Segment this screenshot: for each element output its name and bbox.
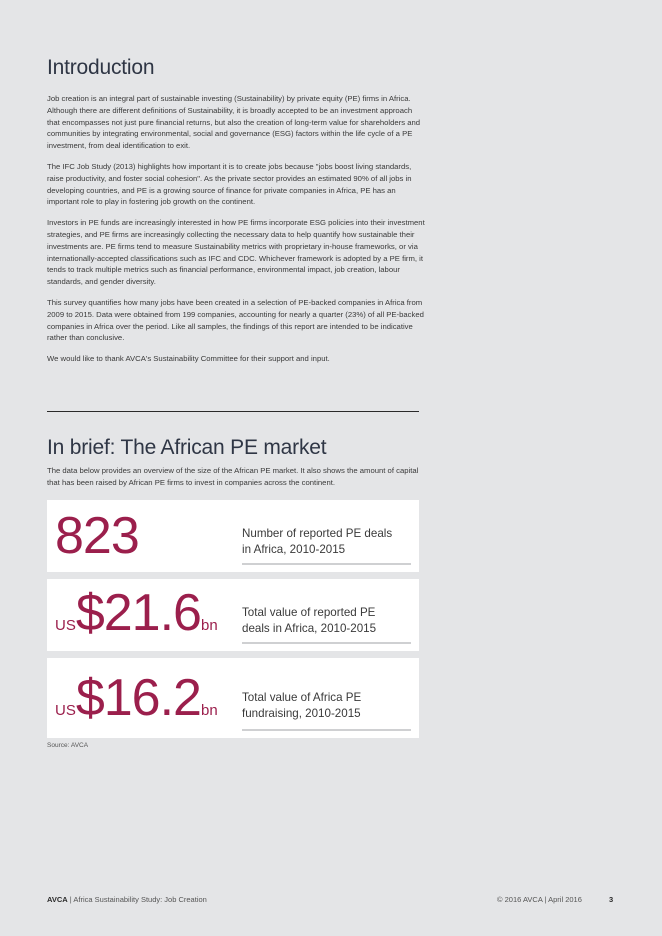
footer-left xyxy=(47,895,207,904)
brief-intro-text: The data below provides an overview of the size of the African PE market. It also shows the amount of capital that has been raised by African PE firms to invest in companies across the continent. xyxy=(47,466,419,487)
intro-heading: Introduction xyxy=(47,56,155,79)
stat-value: US$16.2bn xyxy=(55,669,218,727)
source-note: Source: AVCA xyxy=(47,742,89,749)
intro-paragraph: We would like to thank AVCA's Sustainability Committee for their support and input. xyxy=(47,354,330,364)
intro-paragraph: Investors in PE funds are increasingly interested in how PE firms incorporate ESG policies into their investment strategies, and PE firms are increasingly collecting the necessary data to help quantify how sustainable their investments are. PE firms tend to measure Sustainability metrics with proprietary in-house frameworks, or via internationally-accepted classifications such as IFC and CDC. Whichever framework is adopted by a PE firm, it tends to track multiple metrics such as financial performance, environmental impact, job creation, labour standards, and gender diversity. xyxy=(47,218,425,287)
intro-body xyxy=(47,93,427,374)
stat-card-fundraising xyxy=(47,658,419,738)
stat-value: 823 xyxy=(55,507,139,565)
stat-label: Number of reported PE deals in Africa, 2010-2015 xyxy=(242,527,393,556)
footer-copyright: © 2016 AVCA | April 2016 xyxy=(497,895,582,904)
brief-heading: In brief: The African PE market xyxy=(47,436,327,459)
intro-paragraph: Job creation is an integral part of sustainable investing (Sustainability) by private equity (PE) firms in Africa. Although there are different definitions of Sustainability, it is broadly accepted to be an investment approach that encompasses not just pure financial returns, but also the creation of long-term value for shareholders and communities by integrating environmental, social and governance (ESG) factors within the life cycle of a PE investment, from deal identification to exit. xyxy=(47,94,421,151)
stat-card-deal-value xyxy=(47,579,419,651)
footer-brand: AVCA xyxy=(47,895,68,904)
stat-label: Total value of reported PE deals in Africa, 2010-2015 xyxy=(242,606,377,635)
stat-value: US$21.6bn xyxy=(55,584,218,642)
page-number: 3 xyxy=(609,895,614,904)
footer-study-title: Africa Sustainability Study: Job Creation xyxy=(73,895,207,904)
stat-underline xyxy=(242,563,411,565)
section-divider xyxy=(47,411,419,412)
footer-separator: | xyxy=(69,895,72,904)
intro-paragraph: This survey quantifies how many jobs have been created in a selection of PE-backed companies in Africa from 2009 to 2015. Data were obtained from 199 companies, accounting for nearly a quarter (23%) of all PE-backed companies in Africa over the period. Like all samples, the findings of this report are intended to be indicative rather than conclusive. xyxy=(47,297,424,343)
stat-card-deal-count xyxy=(47,500,419,572)
intro-paragraph: The IFC Job Study (2013) highlights how important it is to create jobs because "jobs boost living standards, raise productivity, and foster social cohesion". As the private sector provides an estimated 90% of all jobs in developing countries, and PE is a growing source of finance for private companies in Africa, PE has an important role to play in fostering job growth on the continent. xyxy=(47,161,412,207)
stat-underline xyxy=(242,729,411,731)
stat-label: Total value of Africa PE fundraising, 2010-2015 xyxy=(242,691,362,720)
stat-underline xyxy=(242,642,411,644)
